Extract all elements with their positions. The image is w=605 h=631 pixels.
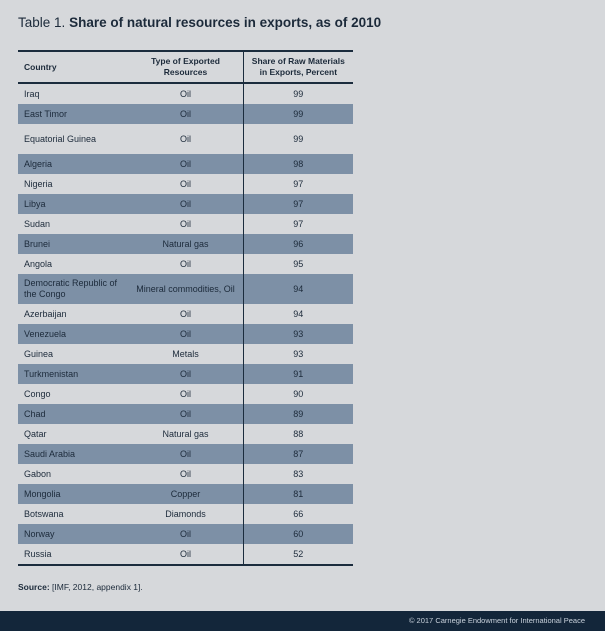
table-row [18, 444, 353, 464]
table-row [18, 214, 353, 234]
cell-resource-type: Oil [128, 464, 243, 484]
cell-resource-type: Oil [128, 544, 243, 565]
cell-resource-type: Copper [128, 484, 243, 504]
cell-resource-type: Oil [128, 444, 243, 464]
source-label: Source: [18, 582, 50, 592]
cell-share: 66 [293, 508, 304, 519]
table-row [18, 124, 353, 154]
table-row [18, 324, 353, 344]
cell-share: 93 [243, 324, 353, 344]
table-row [18, 194, 353, 214]
cell-country: East Timor [18, 104, 128, 124]
cell-share: 90 [293, 388, 304, 399]
cell-share: 60 [243, 524, 353, 544]
cell-resource-type: Mineral commodities, Oil [128, 274, 243, 304]
table-row [18, 384, 353, 404]
cell-share: 99 [293, 88, 304, 99]
cell-share: 81 [243, 484, 353, 504]
table-row [18, 174, 353, 194]
cell-resource-type: Oil [128, 384, 243, 404]
cell-share: 97 [293, 218, 304, 229]
cell-country: Russia [24, 548, 52, 559]
cell-country: Venezuela [18, 324, 128, 344]
cell-resource-type: Oil [128, 364, 243, 384]
cell-country: Nigeria [24, 178, 53, 189]
table-row [18, 544, 353, 565]
cell-share: 96 [243, 234, 353, 254]
cell-country: Gabon [24, 468, 52, 479]
cell-country: Turkmenistan [18, 364, 128, 384]
cell-country: Brunei [18, 234, 128, 254]
cell-resource-type: Natural gas [128, 234, 243, 254]
table-row [18, 524, 353, 544]
cell-country: Angola [24, 258, 53, 269]
cell-country: Equatorial Guinea [24, 133, 97, 144]
cell-country: Democratic Republic of the Congo [18, 274, 128, 304]
cell-country: Saudi Arabia [18, 444, 128, 464]
table-row [18, 344, 353, 364]
cell-share: 97 [243, 194, 353, 214]
exports-table [18, 50, 353, 566]
table-row [18, 304, 353, 324]
table-row [18, 364, 353, 384]
cell-share: 93 [293, 348, 304, 359]
cell-share: 99 [243, 104, 353, 124]
source-text: [IMF, 2012, appendix 1]. [52, 582, 143, 592]
footer-bar [0, 611, 605, 631]
cell-resource-type: Oil [128, 104, 243, 124]
cell-resource-type: Metals [128, 344, 243, 364]
table-row [18, 274, 353, 304]
cell-resource-type: Oil [128, 254, 243, 274]
cell-share: 95 [293, 258, 304, 269]
cell-country: Mongolia [18, 484, 128, 504]
cell-country: Algeria [18, 154, 128, 174]
cell-resource-type: Oil [128, 524, 243, 544]
header-row [18, 51, 353, 83]
cell-share: 97 [293, 178, 304, 189]
cell-share: 98 [243, 154, 353, 174]
table-body [18, 83, 353, 565]
cell-resource-type: Oil [128, 214, 243, 234]
table-row [18, 404, 353, 424]
cell-share: 91 [243, 364, 353, 384]
table-number: Table 1. [18, 15, 66, 30]
cell-country: Chad [18, 404, 128, 424]
table-row [18, 83, 353, 104]
cell-resource-type: Oil [128, 194, 243, 214]
cell-country: Libya [18, 194, 128, 214]
cell-country: Azerbaijan [24, 308, 67, 319]
cell-resource-type: Oil [128, 404, 243, 424]
table-row [18, 154, 353, 174]
cell-share: 89 [243, 404, 353, 424]
cell-share: 52 [293, 548, 304, 559]
cell-resource-type: Oil [128, 154, 243, 174]
cell-country: Guinea [24, 348, 54, 359]
col-header-country: Country [24, 61, 57, 72]
cell-country: Congo [24, 388, 51, 399]
table-title [18, 15, 381, 30]
cell-resource-type: Natural gas [128, 424, 243, 444]
cell-share: 87 [243, 444, 353, 464]
cell-resource-type: Oil [128, 324, 243, 344]
cell-resource-type: Oil [128, 124, 243, 154]
col-header-share: Share of Raw Materials in Exports, Percent [251, 56, 345, 77]
source-note [18, 582, 143, 592]
table-row [18, 484, 353, 504]
table-row [18, 234, 353, 254]
cell-country: Norway [18, 524, 128, 544]
table-row [18, 464, 353, 484]
cell-resource-type: Oil [128, 304, 243, 324]
cell-share: 83 [293, 468, 304, 479]
copyright-text: © 2017 Carnegie Endowment for International Peace [408, 616, 585, 625]
cell-share: 99 [293, 133, 304, 144]
cell-country: Qatar [24, 428, 47, 439]
table-row [18, 254, 353, 274]
table-row [18, 424, 353, 444]
cell-share: 88 [293, 428, 304, 439]
cell-country: Botswana [24, 508, 64, 519]
cell-country: Iraq [24, 88, 40, 99]
cell-resource-type: Oil [128, 83, 243, 104]
cell-country: Sudan [24, 218, 51, 229]
table-row [18, 504, 353, 524]
table-caption: Share of natural resources in exports, as of 2010 [69, 15, 382, 30]
cell-share: 94 [293, 308, 304, 319]
cell-resource-type: Oil [128, 174, 243, 194]
col-header-resource-type: Type of Exported Resources [128, 51, 243, 83]
cell-share: 94 [243, 274, 353, 304]
table-row [18, 104, 353, 124]
cell-resource-type: Diamonds [128, 504, 243, 524]
